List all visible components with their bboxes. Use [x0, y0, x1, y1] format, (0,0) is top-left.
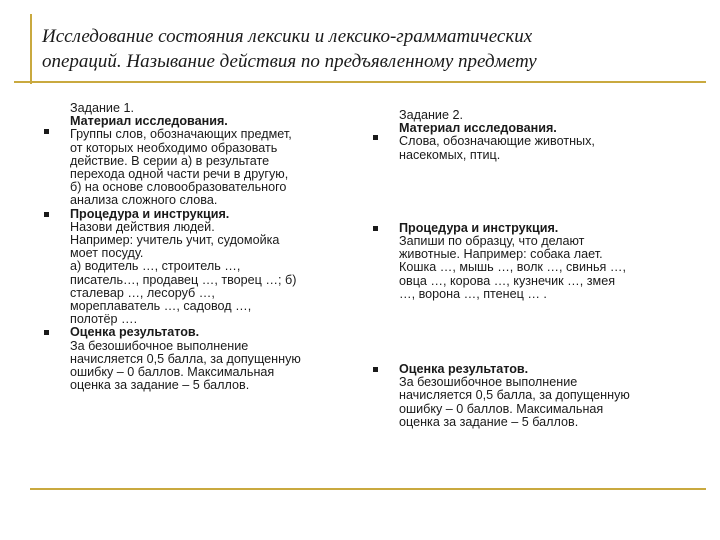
title-accent-vertical-line	[30, 14, 32, 84]
material-text-line: действие. В серии а) в результате	[70, 153, 270, 168]
left-item-material	[44, 102, 356, 208]
procedure-label: Процедура и инструкция.	[399, 220, 559, 235]
material-text-line: анализа сложного слова.	[70, 193, 218, 208]
procedure-text-line: полотёр ….	[70, 312, 138, 327]
bullet-square-icon	[373, 226, 378, 231]
evaluation-text-line: За безошибочное выполнение	[70, 338, 249, 353]
evaluation-text-line: начисляется 0,5 балла, за допущенную	[70, 351, 301, 366]
left-item-evaluation	[44, 326, 356, 392]
evaluation-text-line: оценка за задание – 5 баллов.	[399, 414, 579, 429]
slide-title	[42, 24, 702, 74]
material-text-line: насекомых, птиц.	[399, 147, 501, 162]
procedure-text-line: животные. Например: собака лает.	[399, 247, 603, 262]
left-column-task-1	[44, 102, 356, 392]
bullet-square-icon	[44, 330, 49, 335]
evaluation-text-line: оценка за задание – 5 баллов.	[70, 378, 250, 393]
right-item-material	[373, 109, 673, 162]
right-column-task-2	[373, 109, 673, 429]
procedure-text-line: овца …, корова …, кузнечик …, змея	[399, 273, 616, 288]
material-text-line: Слова, обозначающие животных,	[399, 134, 595, 149]
task-number: Задание 1.	[70, 101, 134, 115]
right-item-evaluation	[373, 363, 673, 429]
procedure-text-line: моет посуду.	[70, 246, 144, 261]
material-label: Материал исследования.	[399, 121, 557, 136]
procedure-text-line: Запиши по образцу, что делают	[399, 234, 585, 249]
evaluation-text-line: ошибку – 0 баллов. Максимальная	[70, 365, 275, 380]
material-text-line: перехода одной части речи в другую,	[70, 167, 289, 182]
procedure-text-line: сталевар …, лесоруб …,	[70, 285, 215, 300]
material-text-line: от которых необходимо образовать	[70, 140, 278, 155]
evaluation-label: Оценка результатов.	[70, 325, 200, 340]
procedure-text-line: Например: учитель учит, судомойка	[70, 233, 280, 248]
evaluation-text-line: начисляется 0,5 балла, за допущенную	[399, 388, 630, 403]
evaluation-text-line: За безошибочное выполнение	[399, 375, 578, 390]
bottom-divider-line	[30, 488, 706, 490]
evaluation-label: Оценка результатов.	[399, 362, 529, 377]
evaluation-text-line: ошибку – 0 баллов. Максимальная	[399, 401, 604, 416]
procedure-text-line: а) водитель …, строитель …,	[70, 259, 241, 274]
slide-title-line-2: операций. Называние действия по предъявленному предмету	[42, 51, 537, 72]
bullet-square-icon	[44, 212, 49, 217]
bullet-square-icon	[373, 367, 378, 372]
material-text-line: Группы слов, обозначающих предмет,	[70, 127, 292, 142]
procedure-text-line: …, ворона …, птенец … .	[399, 286, 547, 301]
bullet-square-icon	[373, 135, 378, 140]
task-number: Задание 2.	[399, 108, 463, 122]
slide-title-line-1: Исследование состояния лексики и лексико-грамматических	[42, 26, 533, 47]
procedure-text-line: Назови действия людей.	[70, 219, 215, 234]
procedure-text-line: мореплаватель …, садовод …,	[70, 299, 252, 314]
right-item-procedure	[373, 222, 673, 301]
left-item-procedure	[44, 208, 356, 327]
material-text-line: б) на основе словообразовательного	[70, 180, 287, 195]
procedure-text-line: писатель…, продавец …, творец …; б)	[70, 272, 297, 287]
procedure-text-line: Кошка …, мышь …, волк …, свинья …,	[399, 260, 626, 275]
title-divider-line	[14, 81, 706, 83]
material-label: Материал исследования.	[70, 114, 228, 129]
bullet-square-icon	[44, 129, 49, 134]
procedure-label: Процедура и инструкция.	[70, 206, 230, 221]
